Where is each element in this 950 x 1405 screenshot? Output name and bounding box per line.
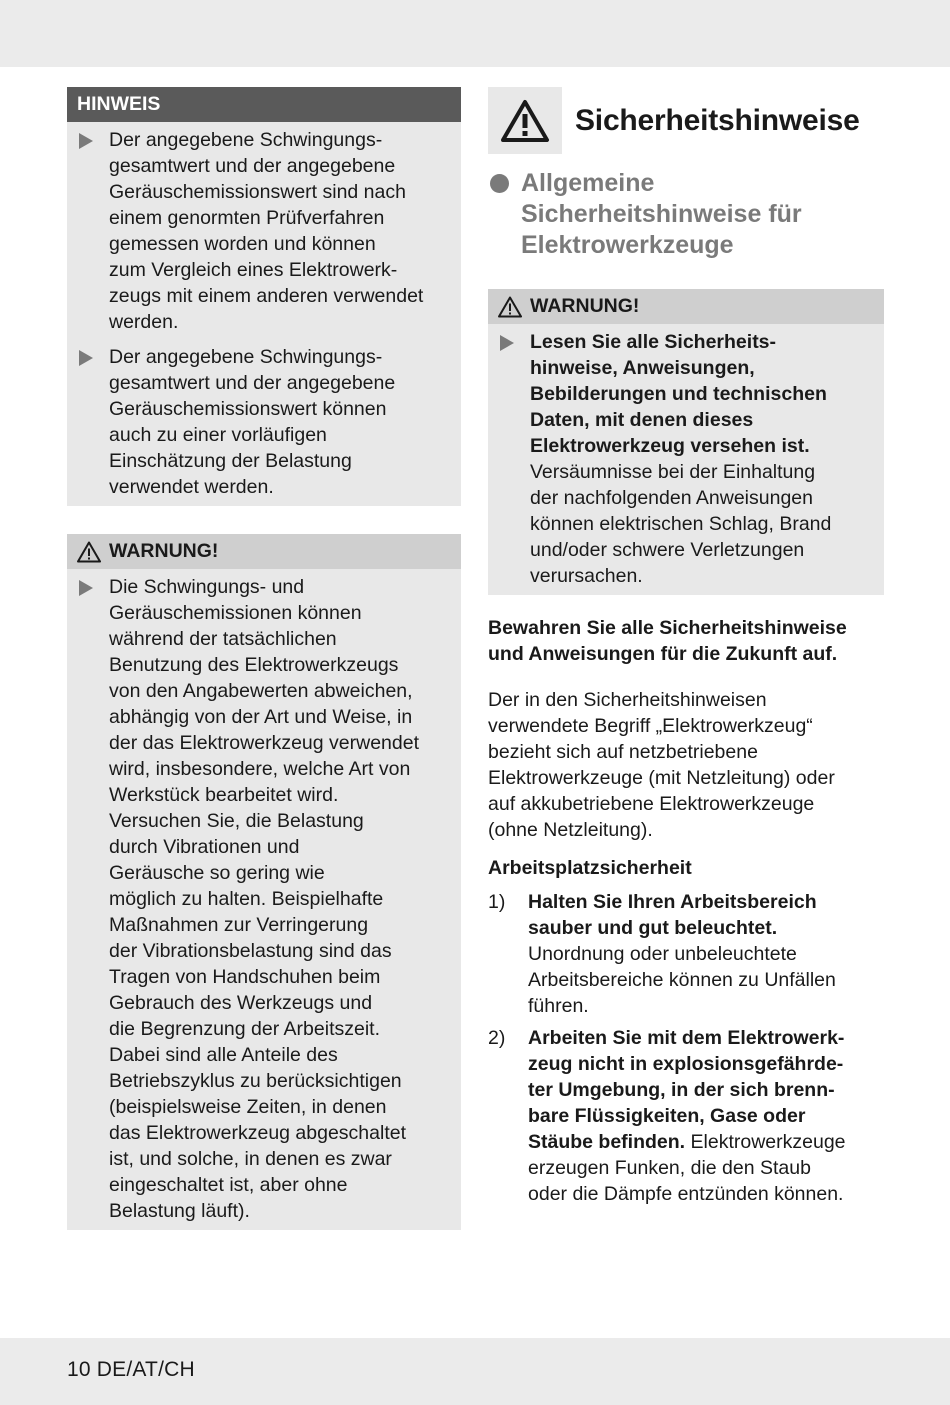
- item-number: 2): [488, 1027, 506, 1049]
- item-bold-text: Arbeiten Sie mit dem Elektrowerk- zeug nicht in explosionsgefährde- ter Umgebung, in der sich brenn- bare Flüssigkeiten, Gase oder Stäube befinden.: [528, 1027, 845, 1153]
- page-footer: 10 DE/AT/CH: [67, 1358, 195, 1381]
- numbered-item-2: [488, 1025, 884, 1207]
- triangle-bullet-icon: [500, 335, 514, 351]
- item-normal-text: Unordnung oder unbeleuchtete Arbeitsbereiche können zu Unfällen führen.: [528, 943, 836, 1017]
- hinweis-item-2: [67, 344, 461, 500]
- warning-triangle-icon: [498, 296, 522, 318]
- section-icon-box: [488, 87, 562, 154]
- triangle-bullet-icon: [79, 580, 93, 596]
- warnung-label: WARNUNG!: [530, 295, 640, 317]
- triangle-bullet-icon: [79, 350, 93, 366]
- warnung-bold-text: Lesen Sie alle Sicherheits- hinweise, Anweisungen, Bebilderungen und technischen Daten, mit denen dieses Elektrowerkzeug versehen ist.: [530, 331, 827, 457]
- triangle-bullet-icon: [79, 133, 93, 149]
- hinweis-header: HINWEIS: [67, 87, 461, 122]
- warnung-item-left: [67, 574, 461, 1224]
- circle-bullet-icon: [490, 174, 509, 193]
- warnung-header-right: [488, 289, 884, 324]
- item-normal-text: Elektrowerkzeuge erzeugen Funken, die den Staub oder die Dämpfe entzünden können.: [528, 1131, 846, 1205]
- warnung-label: WARNUNG!: [109, 540, 219, 562]
- warning-triangle-icon: [500, 99, 550, 143]
- warnung-header-left: [67, 534, 461, 569]
- subsection-title: [488, 168, 884, 261]
- definition-paragraph: Der in den Sicherheitshinweisen verwendete Begriff „Elektrowerkzeug“ bezieht sich auf netzbetriebene Elektrowerkzeuge (mit Netzleitung) oder auf akkubetriebene Elektrowerkzeuge (ohne Netzleitung).: [488, 689, 835, 841]
- section-title-row: [488, 87, 884, 154]
- hinweis-box: [67, 87, 461, 506]
- hinweis-item-1: [67, 127, 461, 335]
- top-band: [0, 0, 950, 67]
- numbered-item-1: [488, 889, 884, 1019]
- subsection-title-text: Allgemeine Sicherheitshinweise für Elektrowerkzeuge: [521, 169, 802, 259]
- warnung-item-right: [488, 329, 884, 589]
- warnung-normal-text: Versäumnisse bei der Einhaltung der nachfolgenden Anweisungen können elektrischen Schlag, Brand und/oder schwere Verletzungen verursachen.: [530, 461, 832, 587]
- item-number: 1): [488, 891, 506, 913]
- keep-instructions: Bewahren Sie alle Sicherheitshinweise und Anweisungen für die Zukunft auf.: [488, 617, 847, 665]
- right-column: [488, 87, 884, 1207]
- item-bold-text: Halten Sie Ihren Arbeitsbereich sauber und gut beleuchtet.: [528, 891, 817, 939]
- left-column: [67, 87, 461, 1230]
- section-title: Sicherheitshinweise: [575, 103, 860, 137]
- warnung-item-text: Die Schwingungs- und Geräuschemissionen können während der tatsächlichen Benutzung des Elektrowerkzeugs von den Angabewerten abweichen, abhängig von der Art und Weise, in der das Elektrowerkzeug verwendet wird, insbesondere, welche Art von Werkstück bearbeitet wird. Versuchen Sie, die Belastung durch Vibrationen und Geräusche so gering wie möglich zu halten. Beispielhafte Maßnahmen zur Verringerung der Vibrationsbelastung sind das Tragen von Handschuhen beim Gebrauch des Werkzeugs und die Begrenzung der Arbeitszeit. Dabei sind alle Anteile des Betriebszyklus zu berücksichtigen (beispielsweise Zeiten, in denen das Elektrowerkzeug abgeschaltet ist, und solche, in denen es zwar eingeschaltet ist, aber ohne Belastung läuft).: [109, 576, 419, 1222]
- warnung-box-left: [67, 534, 461, 1230]
- warnung-item-text: [530, 329, 878, 589]
- warning-triangle-icon: [77, 541, 101, 563]
- hinweis-item-text: Der angegebene Schwingungs- gesamtwert und der angegebene Geräuschemissionswert können auch zu einer vorläufigen Einschätzung der Belastung verwendet werden.: [109, 346, 396, 498]
- warnung-box-right: [488, 289, 884, 595]
- hinweis-item-text: Der angegebene Schwingungs- gesamtwert und der angegebene Geräuschemissionswert sind nach einem genormten Prüfverfahren gemessen worden und können zum Vergleich eines Elektrowerk- zeugs mit einem anderen verwendet werden.: [109, 129, 424, 333]
- workplace-heading: Arbeitsplatzsicherheit: [488, 857, 692, 879]
